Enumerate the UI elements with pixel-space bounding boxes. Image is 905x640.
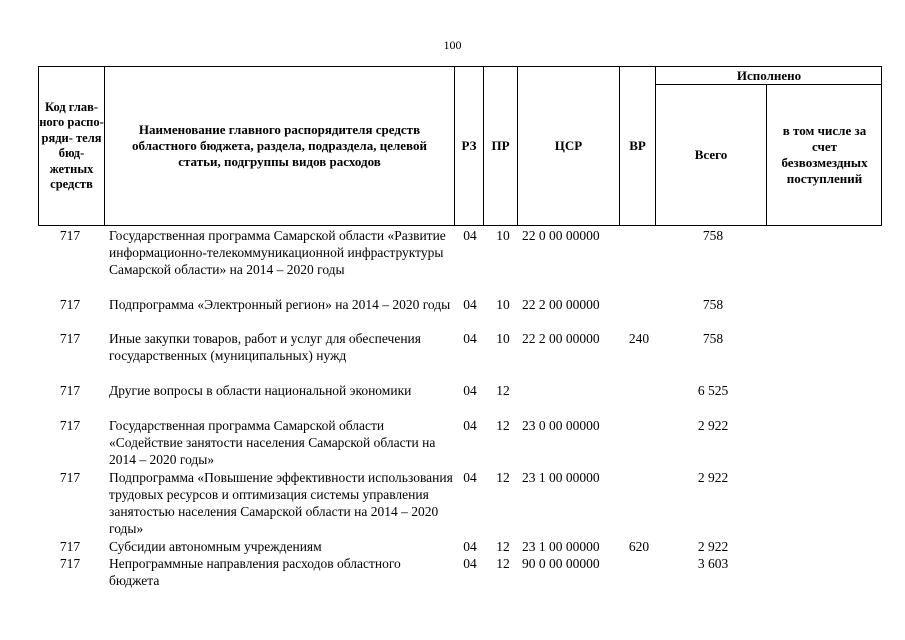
header-executed: Исполнено: [736, 67, 802, 83]
header-rz: РЗ: [461, 138, 477, 153]
rz-cell: 04: [463, 556, 477, 571]
name-cell: Другие вопросы в области национальной экономики: [109, 383, 412, 398]
code-cell: 717: [59, 470, 81, 485]
name-cell: Государственная программа Самарской области «Содействие занятости населения Самарской области на 2014 – 2020 годы»: [109, 418, 436, 467]
vr-cell: 240: [628, 331, 650, 346]
pr-cell: 12: [496, 470, 510, 485]
rz-cell: 04: [463, 331, 477, 346]
header-vr: ВР: [629, 138, 646, 153]
header-name: Наименование главного распорядителя средств областного бюджета, раздела, подраздела, целевой статьи, подгруппы видов расходов: [132, 122, 427, 169]
vr-cell: 620: [628, 539, 650, 554]
rz-cell: 04: [463, 470, 477, 485]
pr-cell: 12: [496, 418, 510, 433]
csr-cell: 23 0 00 00000: [522, 418, 600, 433]
code-cell: 717: [59, 297, 81, 312]
name-cell: Иные закупки товаров, работ и услуг для обеспечения государственных (муниципальных) нужд: [109, 331, 421, 363]
total-cell: 3 603: [697, 556, 729, 571]
pr-cell: 12: [496, 556, 510, 571]
code-cell: 717: [59, 418, 81, 433]
name-cell: Подпрограмма «Повышение эффективности использования трудовых ресурсов и оптимизация системы управления занятостью населения Самарской области на 2014 – 2020 годы»: [109, 470, 453, 536]
header-pr: ПР: [491, 138, 510, 153]
total-cell: 2 922: [697, 470, 729, 485]
rz-cell: 04: [463, 539, 477, 554]
pr-cell: 12: [496, 383, 510, 398]
code-cell: 717: [59, 383, 81, 398]
header-csr: ЦСР: [554, 138, 583, 153]
total-cell: 758: [702, 228, 724, 243]
total-cell: 6 525: [697, 383, 729, 398]
code-cell: 717: [59, 228, 81, 243]
header-total: Всего: [694, 147, 728, 162]
name-cell: Подпрограмма «Электронный регион» на 2014 – 2020 годы: [109, 297, 451, 312]
pr-cell: 10: [496, 331, 510, 346]
rz-cell: 04: [463, 383, 477, 398]
pr-cell: 12: [496, 539, 510, 554]
code-cell: 717: [59, 331, 81, 346]
pr-cell: 10: [496, 228, 510, 243]
total-cell: 758: [702, 297, 724, 312]
header-code: Код глав- ного распо- ряди- теля бюд- жетных средств: [39, 99, 104, 191]
code-cell: 717: [59, 556, 81, 571]
page-number: 100: [443, 38, 462, 52]
total-cell: 2 922: [697, 418, 729, 433]
code-cell: 717: [59, 539, 81, 554]
rz-cell: 04: [463, 297, 477, 312]
name-cell: Субсидии автономным учреждениям: [109, 539, 322, 554]
csr-cell: 22 0 00 00000: [522, 228, 600, 243]
rz-cell: 04: [463, 418, 477, 433]
header-gratuitous: в том числе за счет безвозмездных поступлений: [781, 123, 868, 186]
rz-cell: 04: [463, 228, 477, 243]
csr-cell: 90 0 00 00000: [522, 556, 600, 571]
name-cell: Непрограммные направления расходов областного бюджета: [109, 556, 401, 588]
csr-cell: 23 1 00 00000: [522, 470, 600, 485]
total-cell: 758: [702, 331, 724, 346]
pr-cell: 10: [496, 297, 510, 312]
name-cell: Государственная программа Самарской области «Развитие информационно-телекоммуникационной инфраструктуры Самарской области» на 2014 – 2020 годы: [109, 228, 446, 277]
total-cell: 2 922: [697, 539, 729, 554]
csr-cell: 22 2 00 00000: [522, 331, 600, 346]
csr-cell: 22 2 00 00000: [522, 297, 600, 312]
csr-cell: 23 1 00 00000: [522, 539, 600, 554]
